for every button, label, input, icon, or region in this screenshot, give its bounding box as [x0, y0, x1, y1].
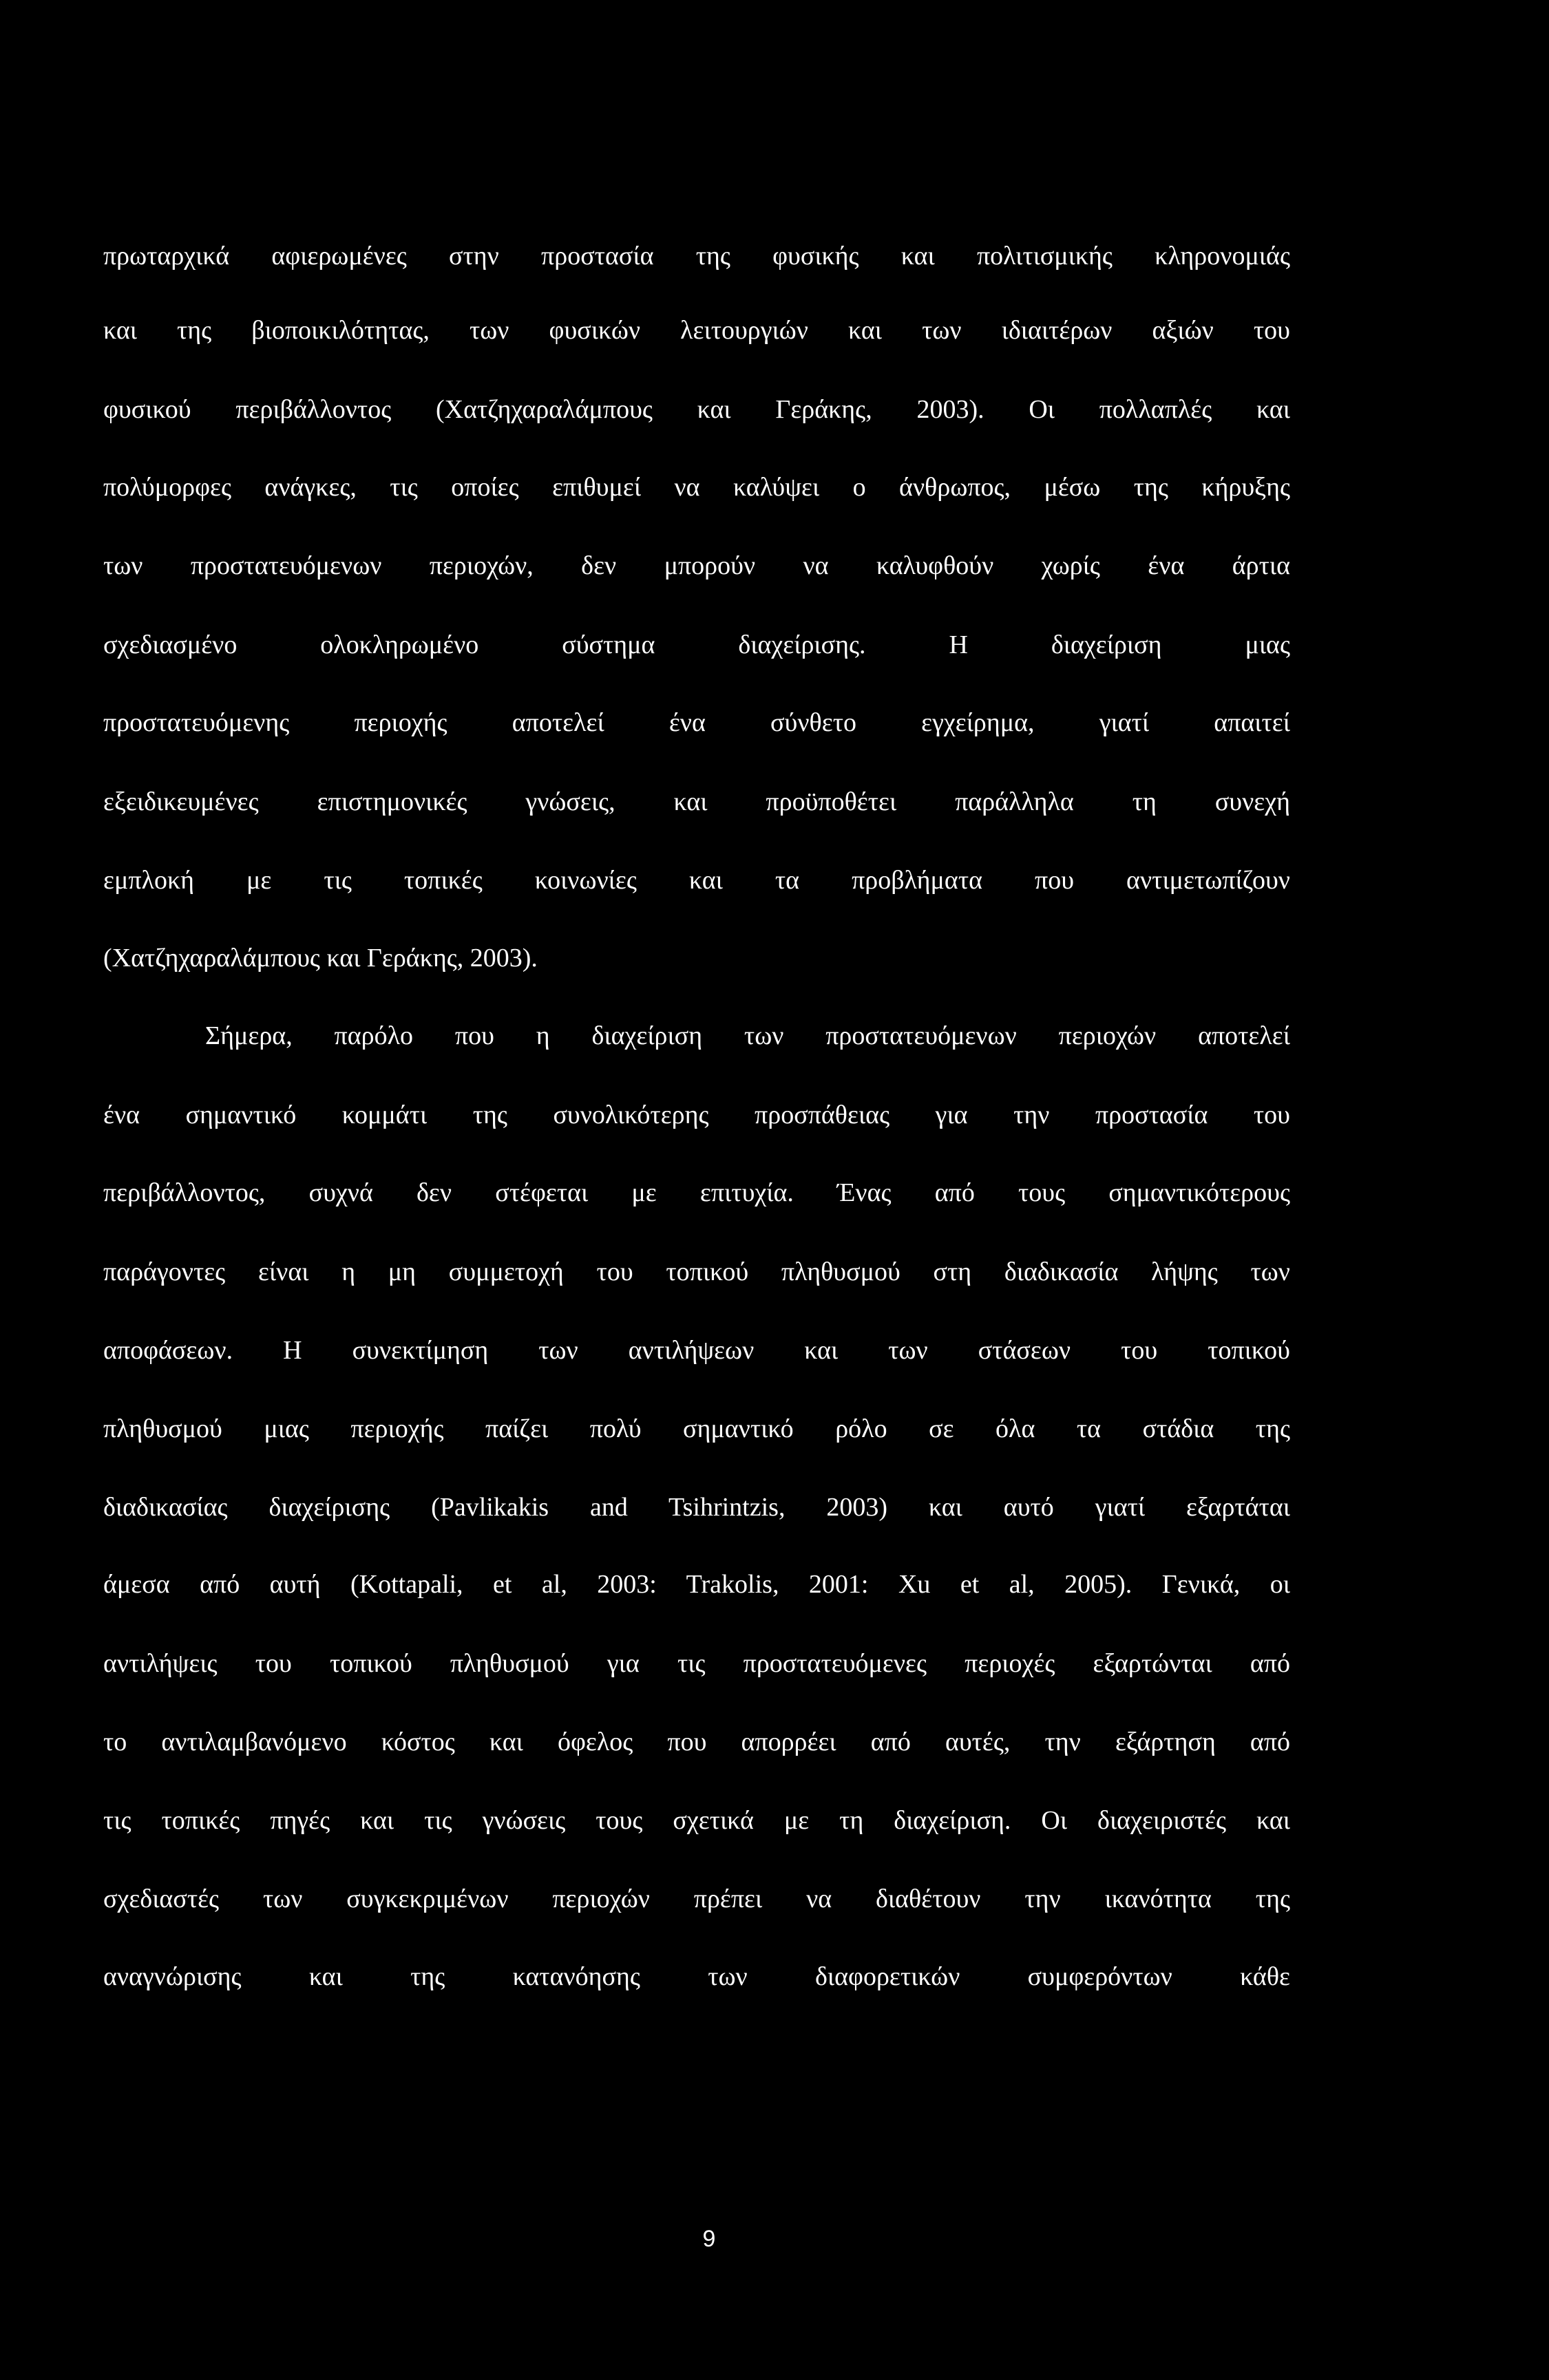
text-line: αντιλήψεις του τοπικού πληθυσμού για τις προστατευόμενες περιοχές εξαρτώνται από	[103, 1649, 1290, 1678]
page-number: 9	[702, 2226, 716, 2252]
text-line: το αντιλαμβανόμενο κόστος και όφελος που απορρέει από αυτές, την εξάρτηση από	[103, 1728, 1290, 1756]
text-line: σχεδιασμένο ολοκληρωμένο σύστημα διαχείρισης. Η διαχείριση μιας	[103, 630, 1290, 659]
text-line: ένα σημαντικό κομμάτι της συνολικότερης προσπάθειας για την προστασία του	[103, 1101, 1290, 1129]
text-line: αποφάσεων. Η συνεκτίμηση των αντιλήψεων και των στάσεων του τοπικού	[103, 1336, 1290, 1365]
text-line: προστατευόμενης περιοχής αποτελεί ένα σύνθετο εγχείρημα, γιατί απαιτεί	[103, 708, 1290, 737]
text-line: περιβάλλοντος, συχνά δεν στέφεται με επιτυχία. Ένας από τους σημαντικότερους	[103, 1178, 1290, 1207]
text-line: πληθυσμού μιας περιοχής παίζει πολύ σημαντικό ρόλο σε όλα τα στάδια της	[103, 1414, 1290, 1443]
text-line: άμεσα από αυτή (Kottapali, et al, 2003: Trakolis, 2001: Xu et al, 2005). Γενικά, οι	[103, 1570, 1290, 1599]
text-line: εξειδικευμένες επιστημονικές γνώσεις, και προϋποθέτει παράλληλα τη συνεχή	[103, 787, 1290, 816]
text-line: φυσικού περιβάλλοντος (Χατζηχαραλάμπους και Γεράκης, 2003). Οι πολλαπλές και	[103, 395, 1290, 424]
text-line: αναγνώρισης και της κατανόησης των διαφορετικών συμφερόντων κάθε	[103, 1962, 1290, 1991]
text-line: παράγοντες είναι η μη συμμετοχή του τοπικού πληθυσμού στη διαδικασία λήψης των	[103, 1257, 1290, 1286]
text-line: σχεδιαστές των συγκεκριμένων περιοχών πρέπει να διαθέτουν την ικανότητα της	[103, 1884, 1290, 1913]
text-line: πρωταρχικά αφιερωμένες στην προστασία της φυσικής και πολιτισμικής κληρονομιάς	[103, 242, 1290, 270]
text-line: εμπλοκή με τις τοπικές κοινωνίες και τα προβλήματα που αντιμετωπίζουν	[103, 866, 1290, 895]
text-line: τις τοπικές πηγές και τις γνώσεις τους σχετικά με τη διαχείριση. Οι διαχειριστές και	[103, 1806, 1290, 1835]
text-line: (Χατζηχαραλάμπους και Γεράκης, 2003).	[103, 944, 538, 973]
text-line: των προστατευόμενων περιοχών, δεν μπορούν να καλυφθούν χωρίς ένα άρτια	[103, 551, 1290, 580]
text-line: και της βιοποικιλότητας, των φυσικών λειτουργιών και των ιδιαιτέρων αξιών του	[103, 316, 1290, 345]
text-line: Σήμερα, παρόλο που η διαχείριση των προστατευόμενων περιοχών αποτελεί	[205, 1021, 1290, 1050]
text-line: διαδικασίας διαχείρισης (Pavlikakis and Tsihrintzis, 2003) και αυτό γιατί εξαρτάται	[103, 1493, 1290, 1522]
text-line: πολύμορφες ανάγκες, τις οποίες επιθυμεί να καλύψει ο άνθρωπος, μέσω της κήρυξης	[103, 473, 1290, 502]
